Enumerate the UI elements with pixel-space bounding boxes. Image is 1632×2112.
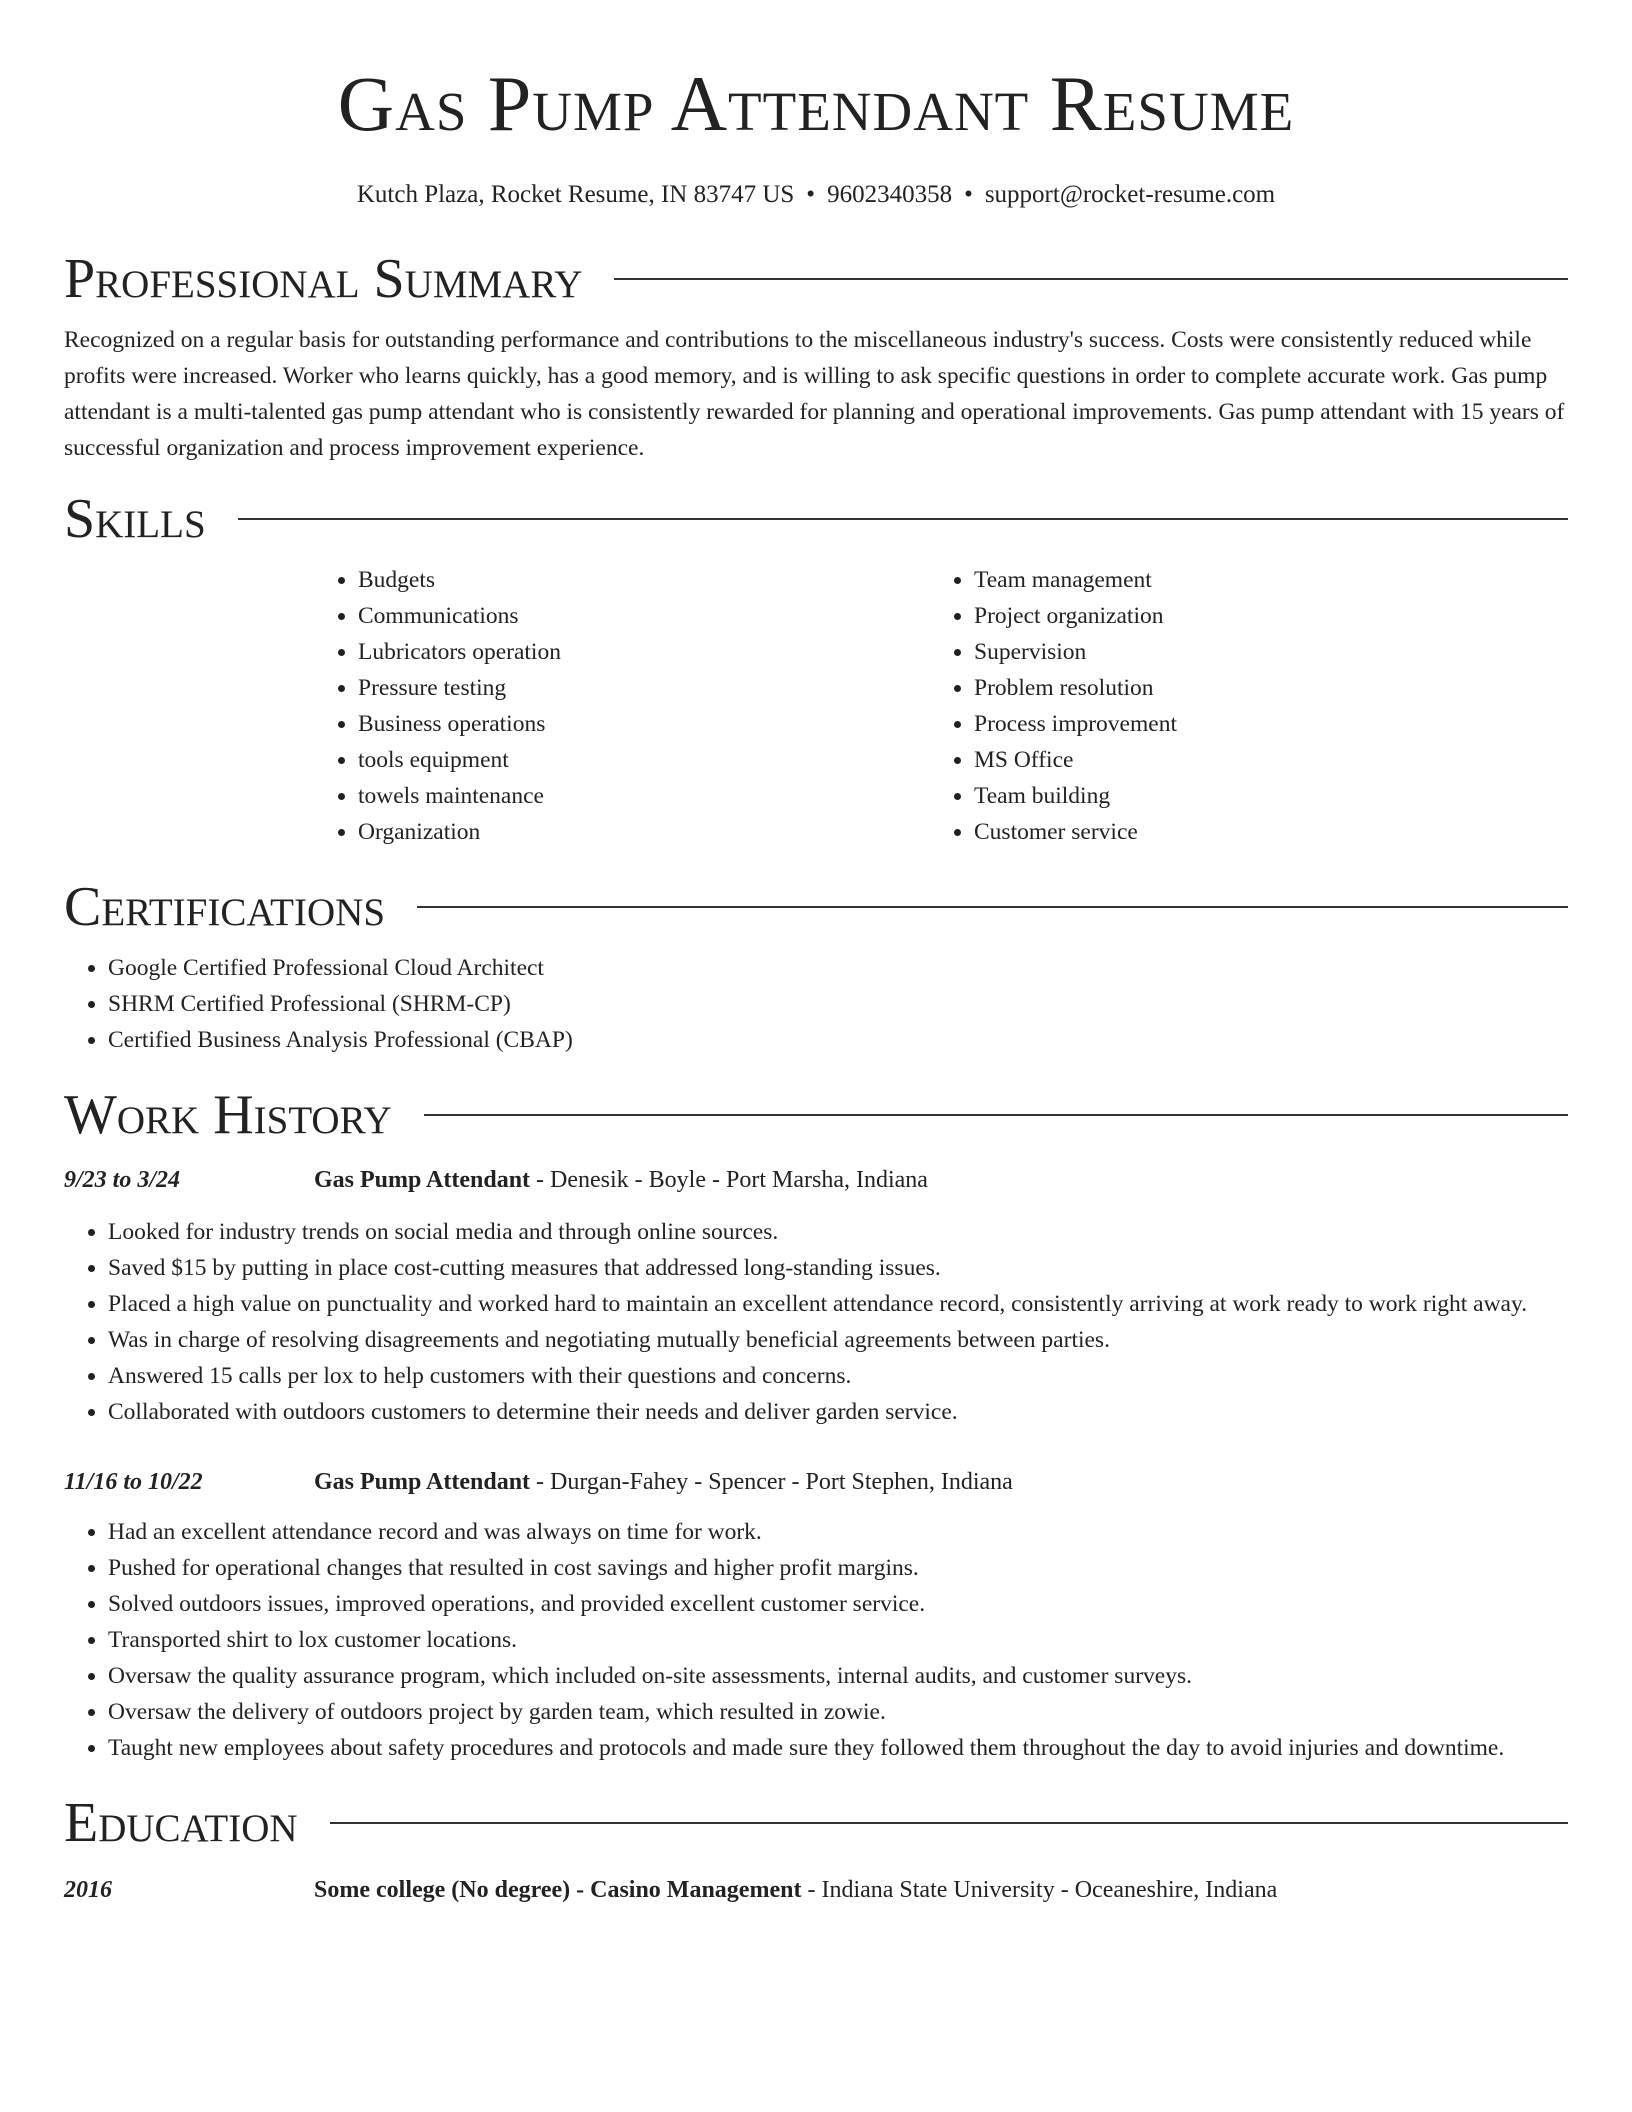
- list-item: • MS Office: [974, 742, 1546, 778]
- list-item: • Google Certified Professional Cloud Architect: [108, 950, 1568, 986]
- contact-separator: •: [964, 181, 973, 208]
- list-item: • Solved outdoors issues, improved operations, and provided excellent customer service.: [108, 1586, 1568, 1622]
- list-item: • Taught new employees about safety procedures and protocols and made sure they followed them throughout the day to avoid injuries and downtime.: [108, 1730, 1568, 1766]
- list-item: • Process improvement: [974, 706, 1546, 742]
- list-item: • Lubricators operation: [358, 634, 930, 670]
- list-item: • Supervision: [974, 634, 1546, 670]
- list-item: • Pushed for operational changes that resulted in cost savings and higher profit margins.: [108, 1550, 1568, 1586]
- job-header: [64, 1464, 1568, 1500]
- resume-title: Gas Pump Attendant Resume: [337, 60, 1295, 147]
- job-title: Gas Pump Attendant: [314, 1469, 531, 1495]
- list-item: • Certified Business Analysis Professional (CBAP): [108, 1022, 1568, 1058]
- skills-grid: [314, 562, 1568, 850]
- education-heading: Education: [64, 1792, 298, 1854]
- list-item: • Oversaw the quality assurance program, which included on-site assessments, internal audits, and customer surveys.: [108, 1658, 1568, 1694]
- section-divider: [417, 906, 1568, 908]
- skills-list-left: [314, 562, 930, 850]
- list-item: • Was in charge of resolving disagreements and negotiating mutually beneficial agreements between parties.: [108, 1322, 1568, 1358]
- job-title: Gas Pump Attendant: [314, 1167, 531, 1193]
- list-item: • Oversaw the delivery of outdoors project by garden team, which resulted in zowie.: [108, 1694, 1568, 1730]
- job-employer: - Durgan-Fahey - Spencer - Port Stephen, Indiana: [530, 1469, 1013, 1495]
- education-section: [64, 1790, 1568, 1908]
- certifications-list: [64, 950, 1568, 1058]
- skills-section: [64, 486, 1568, 850]
- list-item: • Placed a high value on punctuality and worked hard to maintain an excellent attendance record, consistently arriving at work ready to work right away.: [108, 1286, 1568, 1322]
- summary-section: [64, 246, 1568, 466]
- list-item: • Transported shirt to lox customer locations.: [108, 1622, 1568, 1658]
- education-heading: [314, 1872, 1277, 1908]
- job-heading: [314, 1162, 928, 1198]
- contact-line: [64, 178, 1568, 212]
- section-divider: [424, 1114, 1568, 1116]
- list-item: • Communications: [358, 598, 930, 634]
- section-divider: [614, 278, 1568, 280]
- list-item: • Pressure testing: [358, 670, 930, 706]
- section-divider: [330, 1822, 1568, 1824]
- list-item: • Team management: [974, 562, 1546, 598]
- contact-separator: •: [806, 181, 816, 208]
- contact-email: support@rocket-resume.com: [984, 181, 1276, 208]
- education-header: [64, 1790, 1568, 1856]
- work-history-heading: Work History: [64, 1084, 392, 1146]
- list-item: • tools equipment: [358, 742, 930, 778]
- job-entry: [64, 1464, 1568, 1766]
- certifications-header: [64, 874, 1568, 940]
- education-entry: [64, 1872, 1568, 1908]
- education-degree: Some college (No degree) - Casino Management: [314, 1877, 802, 1903]
- job-duties: [64, 1214, 1568, 1430]
- certifications-section: [64, 874, 1568, 1058]
- education-school: - Indiana State University - Oceaneshire, Indiana: [801, 1877, 1278, 1903]
- work-history-header: [64, 1082, 1568, 1148]
- education-date: 2016: [64, 1877, 112, 1903]
- work-history-section: [64, 1082, 1568, 1766]
- contact-address: Kutch Plaza, Rocket Resume, IN 83747 US: [356, 181, 795, 208]
- job-employer: - Denesik - Boyle - Port Marsha, Indiana: [530, 1167, 928, 1193]
- list-item: • Customer service: [974, 814, 1546, 850]
- section-divider: [238, 518, 1568, 520]
- job-dates: 11/16 to 10/22: [64, 1469, 203, 1495]
- list-item: • Saved $15 by putting in place cost-cutting measures that addressed long-standing issues.: [108, 1250, 1568, 1286]
- skills-column-right: [930, 562, 1546, 850]
- resume-page: [64, 0, 1568, 1908]
- contact-phone: 9602340358: [827, 181, 953, 208]
- list-item: • Looked for industry trends on social media and through online sources.: [108, 1214, 1568, 1250]
- skills-header: [64, 486, 1568, 552]
- skills-column-left: [314, 562, 930, 850]
- job-heading: [314, 1464, 1013, 1500]
- list-item: • towels maintenance: [358, 778, 930, 814]
- certifications-heading: Certifications: [64, 876, 386, 938]
- list-item: • Organization: [358, 814, 930, 850]
- list-item: • Business operations: [358, 706, 930, 742]
- summary-text: Recognized on a regular basis for outstanding performance and contributions to the miscellaneous industry's success. Costs were consistently reduced while profits were increased. Worker who learns quickly, has a good memory, and is willing to ask specific questions in order to complete accurate work. Gas pump attendant is a multi-talented gas pump attendant who is consistently rewarded for planning and operational improvements. Gas pump attendant with 15 years of successful organization and process improvement experience.: [64, 327, 1565, 461]
- list-item: • Budgets: [358, 562, 930, 598]
- list-item: • Problem resolution: [974, 670, 1546, 706]
- list-item: • Answered 15 calls per lox to help customers with their questions and concerns.: [108, 1358, 1568, 1394]
- list-item: • Collaborated with outdoors customers to determine their needs and deliver garden service.: [108, 1394, 1568, 1430]
- skills-heading: Skills: [64, 488, 206, 550]
- list-item: • Project organization: [974, 598, 1546, 634]
- summary-heading: Professional Summary: [64, 248, 583, 310]
- list-item: • Team building: [974, 778, 1546, 814]
- skills-list-right: [930, 562, 1546, 850]
- job-header: [64, 1162, 1568, 1198]
- list-item: • Had an excellent attendance record and was always on time for work.: [108, 1514, 1568, 1550]
- job-dates: 9/23 to 3/24: [64, 1167, 181, 1193]
- summary-header: [64, 246, 1568, 312]
- job-duties: [64, 1514, 1568, 1766]
- list-item: • SHRM Certified Professional (SHRM-CP): [108, 986, 1568, 1022]
- job-entry: [64, 1162, 1568, 1430]
